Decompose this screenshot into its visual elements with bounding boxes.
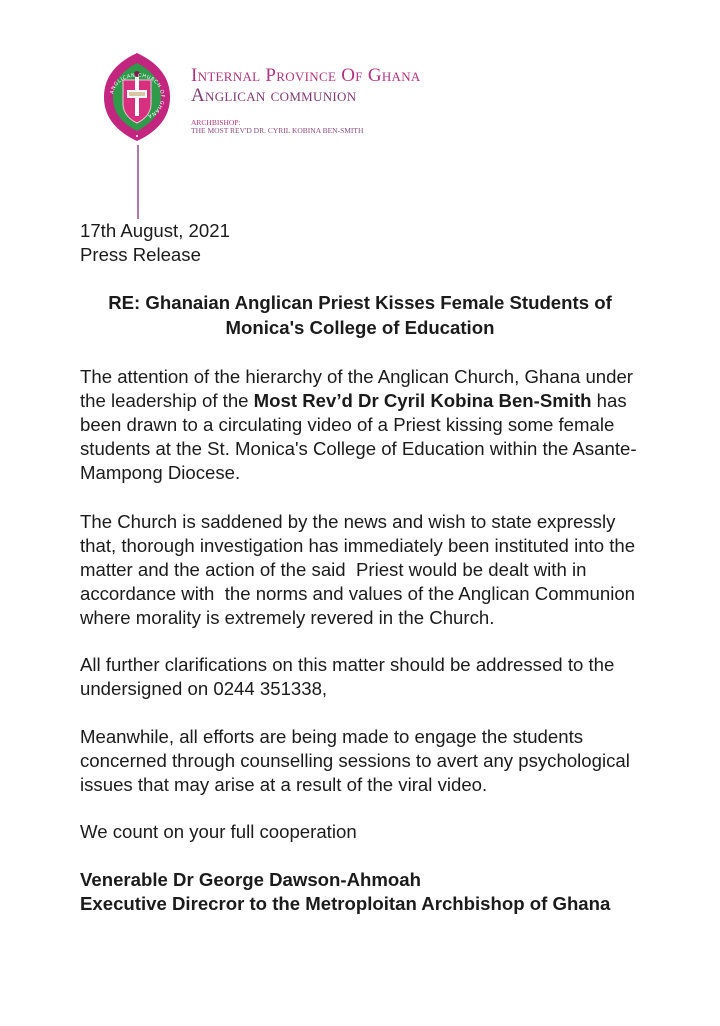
paragraph-4 xyxy=(80,725,650,797)
org-name-line2: Anglican communion xyxy=(191,85,357,106)
paragraph-line: matter and the action of the said Priest would be dealt with in xyxy=(80,559,587,580)
letterhead-divider xyxy=(137,145,139,219)
svg-text:ANGLICAN CHURCH OF GHANA: ANGLICAN CHURCH OF GHANA xyxy=(109,72,166,120)
archbishop-name: THE MOST REV'D DR. CYRIL KOBINA BEN-SMITH xyxy=(191,126,364,135)
paragraph-line: accordance with the norms and values of the Anglican Communion xyxy=(80,583,636,604)
contact-phone-line: undersigned on 0244 351338, xyxy=(80,678,328,699)
paragraph-line: The attention of the hierarchy of the Anglican Church, Ghana under xyxy=(80,366,634,387)
signature-block xyxy=(80,868,610,916)
letterhead xyxy=(0,0,720,150)
paragraph-line: Meanwhile, all efforts are being made to engage the students xyxy=(80,726,584,747)
paragraph-line: been drawn to a circulating video of a Priest kissing some female xyxy=(80,414,615,435)
signatory-title: Executive Direcror to the Metroploitan Archbishop of Ghana xyxy=(80,893,611,914)
paragraph-line: where morality is extremely revered in the Church. xyxy=(80,607,495,628)
title-line-1: RE: Ghanaian Anglican Priest Kisses Female Students of xyxy=(108,292,612,313)
title-line-2: Monica's College of Education xyxy=(225,317,495,338)
paragraph-line: All further clarifications on this matter should be addressed to the xyxy=(80,654,615,675)
document-title xyxy=(60,290,660,340)
paragraph-line: that, thorough investigation has immediately been instituted into the xyxy=(80,535,636,556)
organization-name xyxy=(191,66,421,105)
paragraph-line: students at the St. Monica's College of Education within the Asante- xyxy=(80,438,637,459)
paragraph-line: issues that may arise at a result of the viral video. xyxy=(80,774,488,795)
paragraph-2 xyxy=(80,510,650,630)
paragraph-line xyxy=(80,389,650,413)
archbishop-block xyxy=(191,119,363,135)
document-date: 17th August, 2021 xyxy=(80,220,230,241)
document-type: Press Release xyxy=(80,244,201,265)
archbishop-name-bold: Most Rev’d Dr Cyril Kobina Ben-Smith xyxy=(253,390,592,411)
paragraph-1 xyxy=(80,365,650,485)
text-segment: the leadership of the xyxy=(80,390,254,411)
paragraph-line: Mampong Diocese. xyxy=(80,462,241,483)
archbishop-label: ARCHBISHOP: xyxy=(191,118,241,127)
paragraph-5 xyxy=(80,820,650,844)
closing-line: We count on your full cooperation xyxy=(80,821,357,842)
anglican-church-of-ghana-seal-icon xyxy=(103,52,171,142)
text-segment: has xyxy=(591,390,627,411)
paragraph-line: The Church is saddened by the news and wish to state expressly xyxy=(80,511,616,532)
org-name-line1: Internal Province Of Ghana xyxy=(191,65,421,86)
signatory-name: Venerable Dr George Dawson-Ahmoah xyxy=(80,869,421,890)
paragraph-3 xyxy=(80,653,650,701)
date-block xyxy=(80,219,230,267)
paragraph-line: concerned through counselling sessions to avert any psychological xyxy=(80,750,630,771)
